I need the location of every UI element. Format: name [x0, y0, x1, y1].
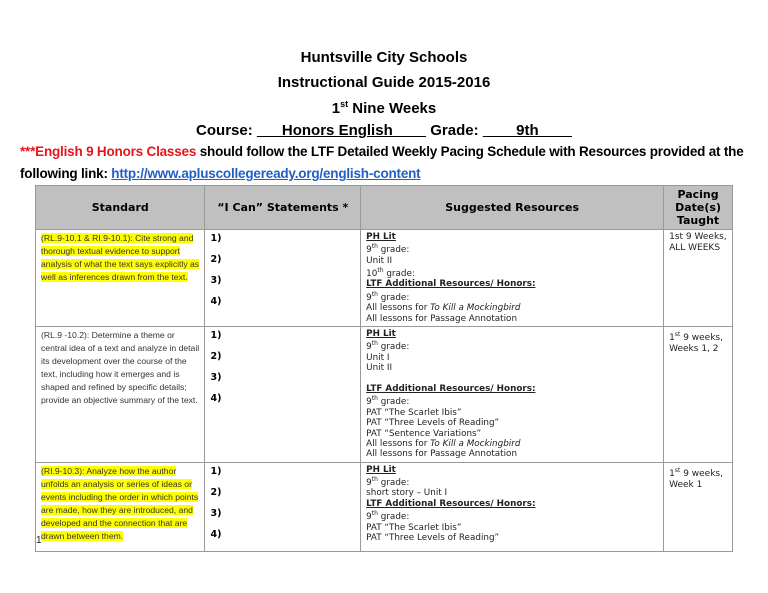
resource-heading: LTF Additional Resources/ Honors: — [366, 279, 536, 290]
ican-item: 3) — [210, 372, 222, 384]
col-header-pacing: Pacing Date(s) Taught — [664, 186, 733, 230]
ican-item: 2) — [210, 486, 222, 498]
ican-item: 1) — [210, 330, 222, 342]
pacing-cell: 1st 9 Weeks, ALL WEEKS — [664, 230, 733, 327]
resources-cell — [361, 230, 664, 327]
resource-line: PAT “The Scarlet Ibis” — [366, 407, 462, 418]
table-header-row — [36, 186, 733, 230]
col-header-standard: Standard — [36, 186, 205, 230]
ican-item: 2) — [210, 351, 222, 363]
resource-heading: PH Lit — [366, 464, 396, 475]
col-header-resources: Suggested Resources — [361, 186, 664, 230]
period-label: Nine Weeks — [348, 100, 437, 117]
resource-line: 9th grade: — [366, 510, 410, 523]
resource-heading: LTF Additional Resources/ Honors: — [366, 383, 536, 394]
course-value: Honors English — [256, 122, 427, 139]
resources-cell — [361, 462, 664, 551]
ican-item: 4) — [210, 528, 222, 540]
resource-line: PAT “Sentence Variations” — [366, 428, 482, 439]
grade-label: Grade: — [426, 122, 483, 139]
resource-line: 9th grade: — [366, 395, 410, 408]
ican-cell — [205, 462, 361, 551]
resource-heading: LTF Additional Resources/ Honors: — [366, 498, 536, 509]
grade-value: 9th — [482, 122, 572, 139]
resource-line: 9th grade: — [366, 243, 410, 256]
resource-line: All lessons for Passage Annotation — [366, 449, 518, 460]
standard-cell — [36, 462, 205, 551]
table-row — [36, 462, 733, 551]
period-suffix: st — [340, 99, 349, 109]
pacing-cell: 1st 9 weeks, Weeks 1, 2 — [664, 327, 733, 463]
resource-heading: PH Lit — [366, 329, 396, 340]
resource-line: 9th grade: — [366, 290, 410, 303]
resource-line: Unit II — [366, 363, 393, 374]
resource-line: Unit I — [366, 352, 390, 363]
resource-line: PAT “The Scarlet Ibis” — [366, 522, 462, 533]
resource-line: All lessons for To Kill a Mockingbird — [366, 303, 521, 314]
standard-cell — [36, 327, 205, 463]
page-number: 1 — [36, 535, 42, 546]
ican-cell — [205, 327, 361, 463]
table-row — [36, 327, 733, 463]
school-name: Huntsville City Schools — [300, 49, 468, 66]
col-header-ican: “I Can” Statements * — [205, 186, 361, 230]
resource-line: 9th grade: — [366, 476, 410, 489]
standard-text: (RL.9-10.1 & RI.9-10.1): Cite strong and thorough textual evidence to support analysis of what the text says explicitly as well as inferences drawn from the text. — [41, 233, 200, 282]
resources-cell — [361, 327, 664, 463]
pacing-table — [35, 185, 733, 552]
ican-item: 3) — [210, 507, 222, 519]
ican-cell — [205, 230, 361, 327]
period-number: 1 — [331, 100, 341, 117]
resource-line: All lessons for Passage Annotation — [366, 313, 518, 324]
notice-paragraph — [20, 141, 760, 185]
resource-line: Unit II — [366, 255, 393, 266]
pacing-cell: 1st 9 weeks, Week 1 — [664, 462, 733, 551]
resource-line: PAT “Three Levels of Reading” — [366, 418, 500, 429]
ican-item: 1) — [210, 233, 222, 244]
ican-item: 4) — [210, 393, 222, 405]
course-label: Course: — [196, 122, 257, 139]
period-title — [0, 99, 768, 117]
resource-line: 9th grade: — [366, 340, 410, 353]
ican-item: 2) — [210, 254, 222, 265]
resource-line: All lessons for To Kill a Mockingbird — [366, 438, 521, 449]
course-grade-line — [0, 122, 768, 139]
resource-heading: PH Lit — [366, 232, 396, 242]
resource-line: short story – Unit I — [366, 488, 448, 499]
standard-cell — [36, 230, 205, 327]
guide-title: Instructional Guide 2015-2016 — [277, 74, 491, 91]
standard-text: (RI.9-10.3): Analyze how the author unfolds an analysis or series of ideas or events including the order in which points are made, how they are introduced, and developed and the connection that are drawn between them. — [41, 465, 199, 541]
ican-item: 4) — [210, 296, 222, 307]
notice-text: should follow the LTF Detailed Weekly Pacing Schedule with Resources provided at the following link: — [20, 144, 744, 181]
resource-line: PAT “Three Levels of Reading” — [366, 533, 500, 543]
ican-item: 1) — [210, 465, 222, 477]
notice-red-text: ***English 9 Honors Classes — [20, 144, 197, 159]
resource-link[interactable]: http://www.apluscollegeready.org/english-content — [111, 166, 421, 181]
standard-text: (RL.9 -10.2): Determine a theme or central idea of a text and analyze in detail its development over the course of the text, including how it emerges and is shaped and refined by specific details; provide an objective summary of the text. — [41, 330, 200, 406]
table-row — [36, 230, 733, 327]
ican-item: 3) — [210, 275, 222, 286]
resource-line: 10th grade: — [366, 267, 415, 280]
